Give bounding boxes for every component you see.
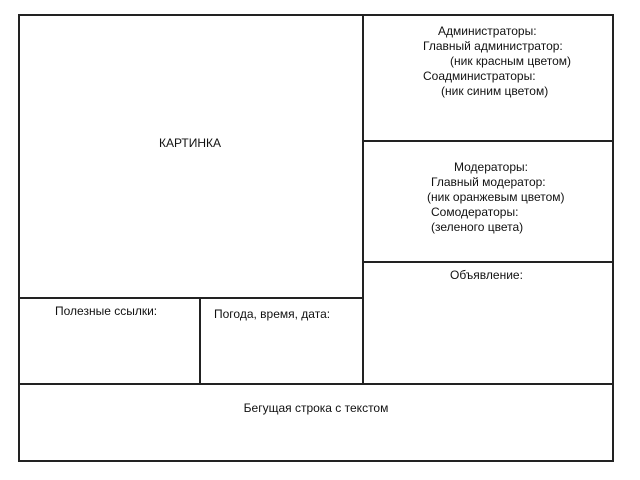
admins-title: Администраторы: [438,24,537,38]
admins-block [364,24,614,99]
divider-links-weather [199,297,201,384]
divider-picture-bottom [18,297,364,299]
moderators-title: Модераторы: [454,160,528,174]
co-moderators-note: (зеленого цвета) [431,220,524,234]
chief-admin-label: Главный администратор: [423,39,563,53]
divider-admins-bottom [362,140,614,142]
useful-links-label: Полезные ссылки: [55,304,158,318]
chief-moderator-note: (ник оранжевым цветом) [427,190,565,204]
picture-block-label: КАРТИНКА [158,136,222,150]
weather-time-date-label: Погода, время, дата: [214,307,331,321]
divider-ticker-top [18,383,614,385]
announcement-label: Объявление: [450,268,523,282]
chief-moderator-label: Главный модератор: [431,175,546,189]
co-admins-label: Соадминистраторы: [423,69,536,83]
ticker-label: Бегущая строка с текстом [243,401,389,415]
divider-moderators-bottom [362,261,614,263]
chief-admin-note: (ник красным цветом) [450,54,572,68]
co-admins-note: (ник синим цветом) [441,84,549,98]
moderators-block [364,160,614,235]
co-moderators-label: Сомодераторы: [431,205,519,219]
